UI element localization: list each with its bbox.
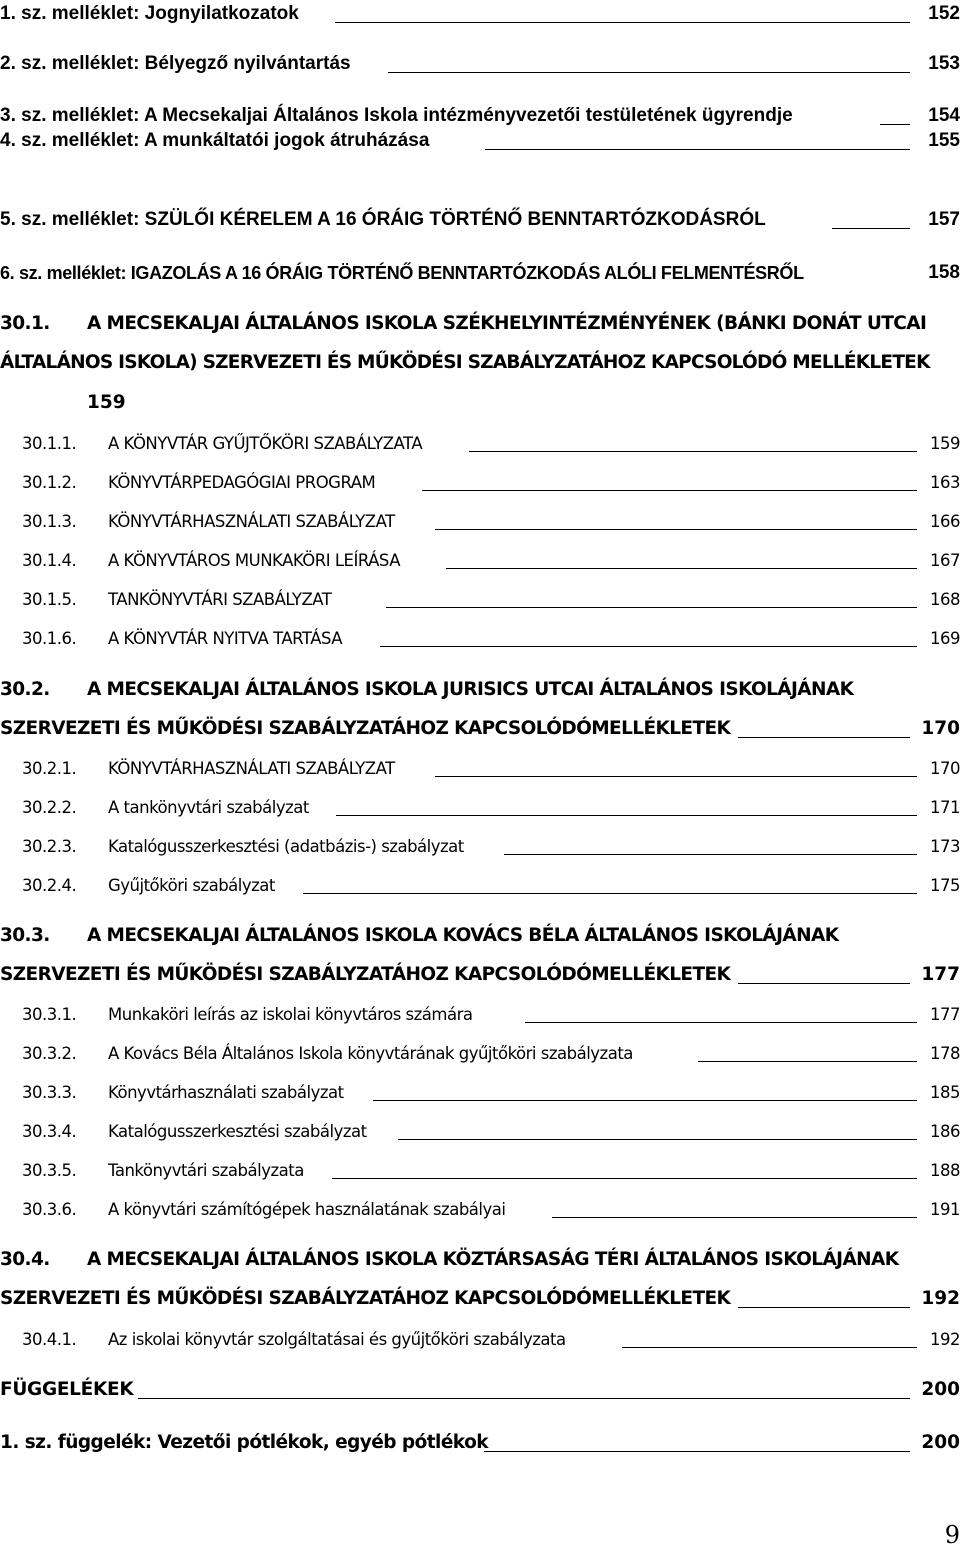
- toc-section[interactable]: [0, 922, 960, 962]
- toc-leader: [880, 124, 910, 125]
- toc-entry-page: 185: [930, 1083, 960, 1102]
- toc-entry-number: 30.1.1.: [22, 434, 77, 453]
- toc-entry[interactable]: [0, 1376, 960, 1416]
- toc-leader: [552, 1217, 917, 1218]
- toc-entry-title: A KÖNYVTÁR NYITVA TARTÁSA: [108, 629, 343, 648]
- toc-entry-page: 186: [930, 1122, 960, 1141]
- toc-leader: [504, 854, 917, 855]
- toc-leader: [336, 815, 917, 816]
- toc-entry-page: 191: [930, 1200, 960, 1219]
- toc-entry-title: Az iskolai könyvtár szolgáltatásai és gyűjtőköri szabályzata: [108, 1330, 566, 1349]
- toc-leader: [388, 72, 910, 73]
- toc-entry-title: TANKÖNYVTÁRI SZABÁLYZAT: [108, 590, 332, 609]
- toc-entry-number: 30.3.5.: [22, 1161, 77, 1180]
- toc-section-number: 30.1.: [0, 313, 50, 334]
- toc-entry-number: 30.3.4.: [22, 1122, 77, 1141]
- toc-section[interactable]: [0, 310, 960, 350]
- toc-entry-title: 1. sz. függelék: Vezetői pótlékok, egyéb pótlékok: [0, 1432, 488, 1453]
- toc-entry-number: 30.1.2.: [22, 473, 77, 492]
- toc-section[interactable]: [0, 676, 960, 716]
- toc-entry-title: FÜGGELÉKEK: [0, 1379, 134, 1400]
- toc-section-title-line2: ÁLTALÁNOS ISKOLA) SZERVEZETI ÉS MŰKÖDÉSI SZABÁLYZATÁHOZ KAPCSOLÓDÓ MELLÉKLETEK: [0, 352, 930, 373]
- toc-entry-page: 188: [930, 1161, 960, 1180]
- toc-leader: [373, 1100, 917, 1101]
- toc-section-title: A MECSEKALJAI ÁLTALÁNOS ISKOLA KOVÁCS BÉLA ÁLTALÁNOS ISKOLÁJÁNAK: [87, 925, 839, 946]
- toc-entry-page: 153: [928, 53, 960, 74]
- toc-section-number: 30.4.: [0, 1249, 50, 1270]
- toc-leader: [380, 646, 917, 647]
- toc-leader: [422, 490, 917, 491]
- toc-leader: [738, 983, 910, 984]
- toc-entry-number: 30.1.3.: [22, 512, 77, 531]
- toc-entry-page: 167: [930, 551, 960, 570]
- toc-entry[interactable]: [0, 833, 960, 873]
- toc-section-continuation[interactable]: [0, 961, 960, 1001]
- toc-leader: [832, 228, 910, 229]
- toc-section-continuation[interactable]: [0, 349, 960, 389]
- toc-entry-number: 30.2.1.: [22, 759, 77, 778]
- toc-entry[interactable]: [0, 625, 960, 665]
- toc-entry[interactable]: [0, 794, 960, 834]
- toc-entry-page: 168: [930, 590, 960, 609]
- toc-entry-title: Tankönyvtári szabályzata: [108, 1161, 304, 1180]
- toc-section-continuation[interactable]: [0, 1285, 960, 1325]
- toc-entry-page: 169: [930, 629, 960, 648]
- toc-leader: [525, 1022, 917, 1023]
- toc-entry-page: 163: [930, 473, 960, 492]
- toc-entry-page: 166: [930, 512, 960, 531]
- toc-entry-page: 173: [930, 837, 960, 856]
- toc-entry-number: 30.3.1.: [22, 1005, 77, 1024]
- toc-entry[interactable]: [0, 127, 960, 167]
- toc-entry[interactable]: [0, 430, 960, 470]
- toc-entry-title: A KÖNYVTÁR GYŰJTŐKÖRI SZABÁLYZATA: [108, 434, 423, 453]
- toc-entry-number: 30.3.6.: [22, 1200, 77, 1219]
- toc-entry-page: 175: [930, 876, 960, 895]
- toc-entry[interactable]: [0, 469, 960, 509]
- toc-section-title-line2: SZERVEZETI ÉS MŰKÖDÉSI SZABÁLYZATÁHOZ KAPCSOLÓDÓMELLÉKLETEK: [0, 964, 731, 985]
- toc-entry-number: 30.1.6.: [22, 629, 77, 648]
- toc-entry-number: 30.1.4.: [22, 551, 77, 570]
- toc-entry[interactable]: [0, 1157, 960, 1197]
- toc-entry-number: 30.1.5.: [22, 590, 77, 609]
- toc-leader: [485, 149, 910, 150]
- toc-entry-title: 2. sz. melléklet: Bélyegző nyilvántartás: [0, 53, 351, 74]
- toc-entry-page: 152: [928, 3, 960, 24]
- toc-entry-page: 171: [930, 798, 960, 817]
- toc-section[interactable]: [0, 1246, 960, 1286]
- toc-entry-page: 158: [928, 262, 960, 283]
- toc-entry[interactable]: [0, 1079, 960, 1119]
- toc-leader: [738, 737, 910, 738]
- toc-entry-number: 30.4.1.: [22, 1330, 77, 1349]
- toc-section-continuation[interactable]: [0, 715, 960, 755]
- toc-entry-page: 178: [930, 1044, 960, 1063]
- toc-entry[interactable]: [0, 547, 960, 587]
- toc-entry-page: 154: [928, 105, 960, 126]
- toc-leader: [335, 22, 910, 23]
- toc-entry-title: Munkaköri leírás az iskolai könyvtáros számára: [108, 1005, 473, 1024]
- toc-entry[interactable]: [0, 586, 960, 626]
- toc-entry-number: 30.2.3.: [22, 837, 77, 856]
- toc-section-page: 159: [87, 392, 126, 413]
- toc-entry-title: Gyűjtőköri szabályzat: [108, 876, 275, 895]
- toc-leader: [698, 1061, 917, 1062]
- toc-leader: [469, 451, 917, 452]
- toc-entry-title: Katalógusszerkesztési (adatbázis-) szabályzat: [108, 837, 464, 856]
- toc-leader: [386, 607, 917, 608]
- toc-entry-title: 1. sz. melléklet: Jognyilatkozatok: [0, 3, 299, 24]
- toc-entry-page: 177: [930, 1005, 960, 1024]
- toc-entry-number: 30.2.4.: [22, 876, 77, 895]
- toc-leader: [435, 529, 917, 530]
- toc-entry-title: KÖNYVTÁRHASZNÁLATI SZABÁLYZAT: [108, 759, 395, 778]
- toc-entry[interactable]: [0, 0, 960, 40]
- toc-leader: [622, 1347, 917, 1348]
- toc-entry-title: 3. sz. melléklet: A Mecsekaljai Általános Iskola intézményvezetői testületének ügyrendje: [0, 105, 793, 126]
- toc-section-page: 177: [921, 964, 960, 985]
- toc-entry-number: 30.3.2.: [22, 1044, 77, 1063]
- toc-entry[interactable]: [0, 1429, 960, 1469]
- toc-entry-page: 192: [930, 1330, 960, 1349]
- toc-entry-title: 5. sz. melléklet: SZÜLŐI KÉRELEM A 16 ÓRÁIG TÖRTÉNŐ BENNTARTÓZKODÁSRÓL: [0, 209, 766, 230]
- toc-entry-page: 200: [921, 1379, 960, 1400]
- toc-section-number: 30.2.: [0, 679, 50, 700]
- toc-entry-title: KÖNYVTÁRHASZNÁLATI SZABÁLYZAT: [108, 512, 395, 531]
- toc-entry[interactable]: [0, 508, 960, 548]
- toc-entry-title: A KÖNYVTÁROS MUNKAKÖRI LEÍRÁSA: [108, 551, 400, 570]
- toc-entry-title: Katalógusszerkesztési szabályzat: [108, 1122, 367, 1141]
- toc-entry[interactable]: [0, 1001, 960, 1041]
- toc-leader: [484, 1451, 910, 1452]
- toc-entry[interactable]: [0, 1326, 960, 1366]
- toc-entry[interactable]: [0, 872, 960, 912]
- toc-entry-number: 30.2.2.: [22, 798, 77, 817]
- toc-section-page: 192: [921, 1288, 960, 1309]
- toc-section-page: 170: [921, 718, 960, 739]
- toc-entry[interactable]: [0, 1118, 960, 1158]
- toc-entry-title: Könyvtárhasználati szabályzat: [108, 1083, 344, 1102]
- toc-entry[interactable]: [0, 755, 960, 795]
- toc-section-title-line2: SZERVEZETI ÉS MŰKÖDÉSI SZABÁLYZATÁHOZ KAPCSOLÓDÓMELLÉKLETEK: [0, 718, 731, 739]
- toc-entry[interactable]: [0, 206, 960, 246]
- toc-leader: [332, 1178, 917, 1179]
- toc-entry-title: 4. sz. melléklet: A munkáltatói jogok átruházása: [0, 130, 430, 151]
- toc-section-number: 30.3.: [0, 925, 50, 946]
- page-number: 9: [944, 1521, 960, 1549]
- toc-section-page-row[interactable]: [0, 389, 960, 429]
- toc-entry-page: 155: [928, 130, 960, 151]
- toc-entry-title: KÖNYVTÁRPEDAGÓGIAI PROGRAM: [108, 473, 376, 492]
- toc-leader: [138, 1398, 910, 1399]
- toc-entry[interactable]: [0, 259, 960, 299]
- toc-entry-page: 159: [930, 434, 960, 453]
- toc-entry-page: 157: [928, 209, 960, 230]
- toc-section-title: A MECSEKALJAI ÁLTALÁNOS ISKOLA SZÉKHELYINTÉZMÉNYÉNEK (BÁNKI DONÁT UTCAI: [87, 313, 927, 334]
- toc-entry-title: A Kovács Béla Általános Iskola könyvtárának gyűjtőköri szabályzata: [108, 1044, 633, 1063]
- toc-leader: [435, 776, 917, 777]
- toc-leader: [446, 568, 917, 569]
- toc-leader: [398, 1139, 917, 1140]
- toc-leader: [303, 893, 917, 894]
- toc-entry-title: A könyvtári számítógépek használatának szabályai: [108, 1200, 506, 1219]
- toc-section-title: A MECSEKALJAI ÁLTALÁNOS ISKOLA JURISICS UTCAI ÁLTALÁNOS ISKOLÁJÁNAK: [87, 679, 854, 700]
- toc-section-title: A MECSEKALJAI ÁLTALÁNOS ISKOLA KÖZTÁRSASÁG TÉRI ÁLTALÁNOS ISKOLÁJÁNAK: [87, 1249, 899, 1270]
- toc-section-title-line2: SZERVEZETI ÉS MŰKÖDÉSI SZABÁLYZATÁHOZ KAPCSOLÓDÓMELLÉKLETEK: [0, 1288, 731, 1309]
- toc-entry-title: 6. sz. melléklet: IGAZOLÁS A 16 ÓRÁIG TÖRTÉNŐ BENNTARTÓZKODÁS ALÓLI FELMENTÉSRŐL: [0, 263, 804, 283]
- toc-entry-page: 200: [921, 1432, 960, 1453]
- toc-entry-number: 30.3.3.: [22, 1083, 77, 1102]
- toc-entry-page: 170: [930, 759, 960, 778]
- toc-entry-title: A tankönyvtári szabályzat: [108, 798, 309, 817]
- toc-entry[interactable]: [0, 1196, 960, 1236]
- toc-leader: [738, 1307, 910, 1308]
- toc-entry[interactable]: [0, 50, 960, 90]
- toc-entry[interactable]: [0, 1040, 960, 1080]
